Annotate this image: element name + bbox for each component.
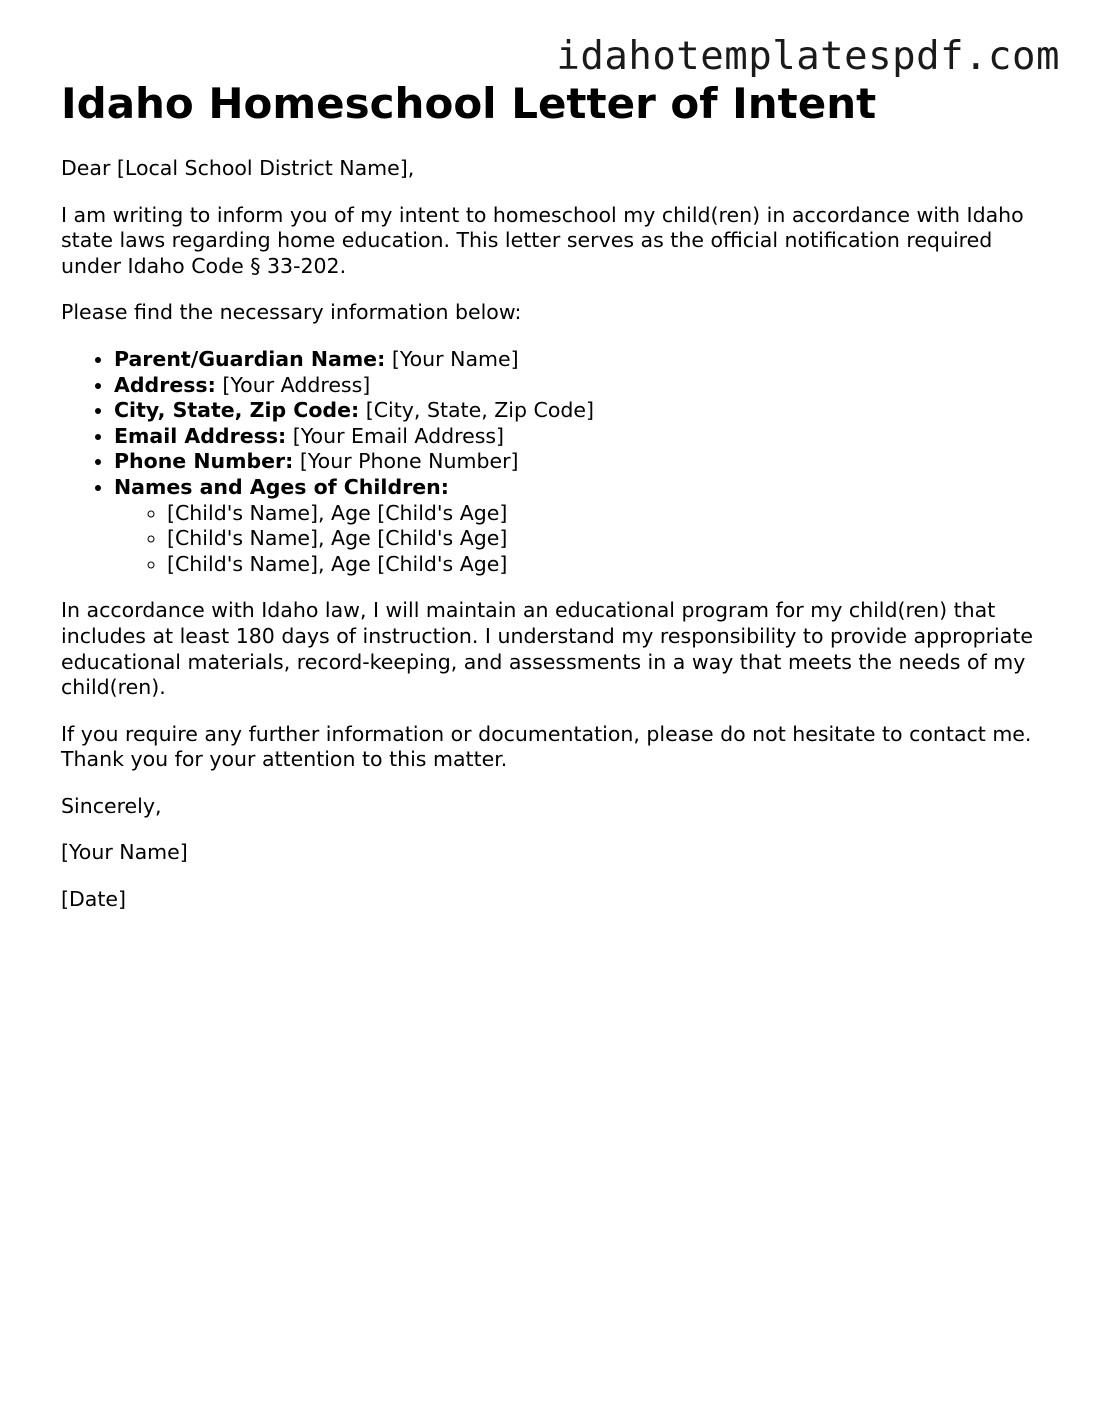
greeting: Dear [Local School District Name], <box>61 156 415 180</box>
field-city-state-zip <box>114 398 1046 424</box>
info-field-list <box>61 347 1046 577</box>
field-label: City, State, Zip Code: <box>114 398 360 423</box>
child-entry: ◦ [Child's Name], Age [Child's Age] <box>167 526 1046 552</box>
site-watermark: idahotemplatespdf.com <box>556 34 1060 79</box>
field-value: [Your Phone Number] <box>299 449 519 474</box>
field-label: Address: <box>114 372 216 397</box>
field-value: [Your Address] <box>222 372 371 397</box>
field-address <box>114 373 1046 399</box>
children-list <box>114 501 1046 578</box>
field-label: Parent/Guardian Name: <box>114 346 386 371</box>
info-lead-paragraph: Please find the necessary information below: <box>61 300 522 325</box>
field-value: [Your Name] <box>391 346 519 371</box>
field-label: Email Address: <box>114 423 287 448</box>
program-paragraph: In accordance with Idaho law, I will maintain an educational program for my child(ren) that includes at least 180 days of instruction. I understand my responsibility to provide appropriate educational materials, record-keeping, and assessments in a way that meets the needs of my child(ren). <box>61 598 1033 700</box>
field-label: Names and Ages of Children: <box>114 474 449 499</box>
document-title: Idaho Homeschool Letter of Intent <box>61 79 877 128</box>
child-entry: ◦ [Child's Name], Age [Child's Age] <box>167 501 1046 527</box>
contact-paragraph: If you require any further information or documentation, please do not hesitate to contact me. Thank you for your attention to this matter. <box>61 721 1032 772</box>
field-value: [Your Email Address] <box>292 423 505 448</box>
letter-document <box>61 78 1046 913</box>
field-children <box>114 475 1046 577</box>
signature-name: [Your Name] <box>61 840 188 865</box>
signature-date: [Date] <box>61 887 126 912</box>
field-email-address <box>114 424 1046 450</box>
field-parent-guardian-name <box>114 347 1046 373</box>
field-phone-number <box>114 449 1046 475</box>
field-value: [City, State, Zip Code] <box>365 398 594 423</box>
intro-paragraph: I am writing to inform you of my intent to homeschool my child(ren) in accordance with Idaho state laws regarding home education. This letter serves as the official notification required under Idaho Code § 33-202. <box>61 202 1024 278</box>
child-entry: ◦ [Child's Name], Age [Child's Age] <box>167 552 1046 578</box>
closing: Sincerely, <box>61 793 162 818</box>
field-label: Phone Number: <box>114 449 294 474</box>
